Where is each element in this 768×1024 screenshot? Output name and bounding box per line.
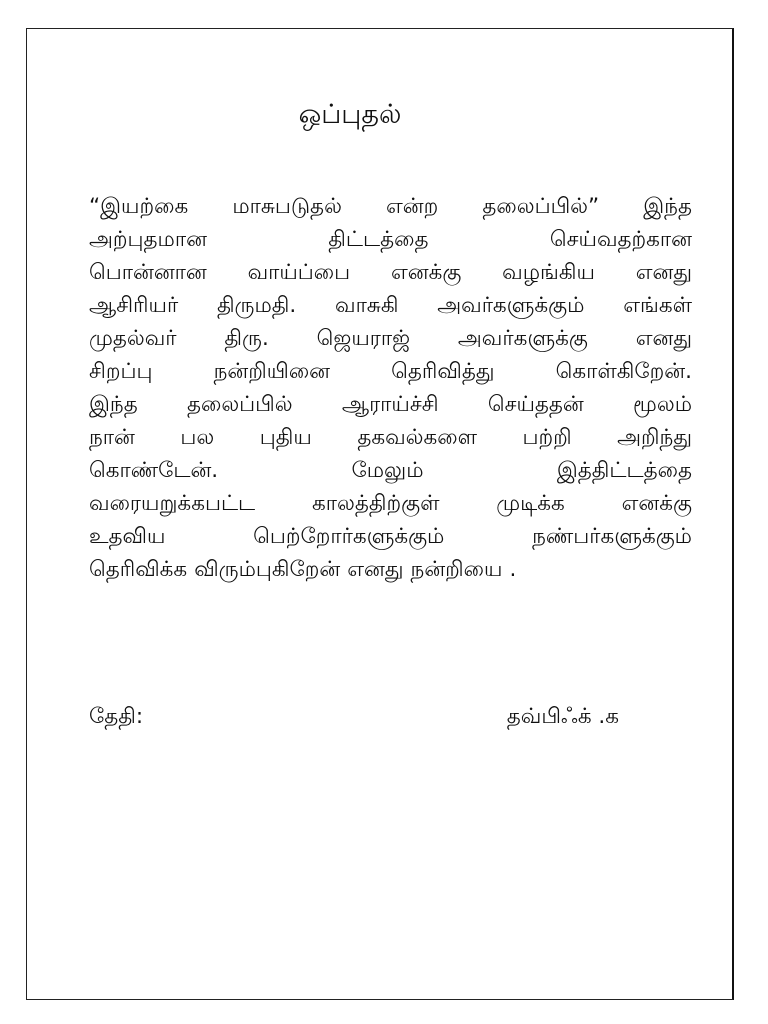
- paragraph-word: அறிந்து: [617, 425, 692, 450]
- paragraph-line: [89, 553, 692, 586]
- paragraph-word: .: [509, 557, 517, 582]
- paragraph-line: [89, 454, 692, 487]
- paragraph-word: எனது: [347, 557, 404, 582]
- paragraph-word: இந்த: [643, 194, 692, 219]
- paragraph-line: [89, 223, 692, 256]
- paragraph-word: முடிக்க: [496, 491, 565, 516]
- paragraph-word: விரும்புகிறேன்: [194, 557, 341, 582]
- paragraph-word: நன்றியினை: [213, 359, 331, 384]
- paragraph-word: இந்த: [89, 392, 138, 417]
- paragraph-word: எனக்கு: [390, 260, 462, 285]
- signature-row: [89, 700, 619, 733]
- paragraph-word: “இயற்கை: [89, 194, 189, 219]
- paragraph-word: நன்றியை: [410, 557, 503, 582]
- paragraph-line: [89, 355, 692, 388]
- paragraph-word: அவர்களுக்கும்: [437, 293, 585, 318]
- paragraph-word: முதல்வர்: [89, 326, 177, 351]
- paragraph-word: தெரிவித்து: [391, 359, 495, 384]
- paragraph-word: வரையறுக்கபட்ட: [89, 491, 256, 516]
- paragraph-word: நான்: [89, 425, 135, 450]
- paragraph-word: திருமதி.: [216, 293, 297, 318]
- paragraph-word: பொன்னான: [89, 260, 207, 285]
- paragraph-word: தலைப்பில்: [186, 392, 293, 417]
- paragraph-word: சிறப்பு: [89, 359, 153, 384]
- paragraph-word: புதிய: [259, 425, 312, 450]
- paragraph-word: வாசுகி: [335, 293, 399, 318]
- paragraph-word: செய்ததன்: [487, 392, 584, 417]
- paragraph-word: எங்கள்: [623, 293, 692, 318]
- paragraph-word: எனது: [635, 326, 692, 351]
- date-label: தேதி:: [89, 704, 144, 729]
- paragraph-word: தலைப்பில்”: [482, 194, 600, 219]
- paragraph-word: இத்திட்டத்தை: [556, 458, 692, 483]
- paragraph-line: [89, 190, 692, 223]
- paragraph-word: கொண்டேன்.: [89, 458, 219, 483]
- paragraph-word: பல: [180, 425, 215, 450]
- paragraph-line: [89, 421, 692, 454]
- paragraph-line: [89, 256, 692, 289]
- paragraph-word: திரு.: [224, 326, 269, 351]
- paragraph-word: என்ற: [386, 194, 439, 219]
- paragraph-line: [89, 289, 692, 322]
- paragraph-word: எனது: [635, 260, 692, 285]
- paragraph-line: [89, 520, 692, 553]
- paragraph-word: செய்வதற்கான: [549, 227, 692, 252]
- paragraph-word: பற்றி: [522, 425, 572, 450]
- paragraph-word: ஆசிரியர்: [89, 293, 179, 318]
- paragraph-word: மாசுபடுதல்: [232, 194, 342, 219]
- paragraph-word: அற்புதமான: [89, 227, 207, 252]
- paragraph-line: [89, 487, 692, 520]
- paragraph-line: [89, 388, 692, 421]
- paragraph-word: தகவல்களை: [357, 425, 477, 450]
- paragraph-line: [89, 322, 692, 355]
- paragraph-word: பெற்றோர்களுக்கும்: [253, 524, 445, 549]
- paragraph-word: வாய்ப்பை: [247, 260, 351, 285]
- acknowledgement-paragraph: [89, 190, 692, 586]
- paragraph-word: அவர்களுக்கு: [457, 326, 588, 351]
- signature-name: தவ்பிஃக் .க: [506, 704, 619, 729]
- paragraph-word: காலத்திற்குள்: [312, 491, 440, 516]
- paragraph-word: கொள்கிறேன்.: [555, 359, 692, 384]
- document-title: ஒப்புதல்: [298, 99, 402, 130]
- paragraph-word: எனக்கு: [621, 491, 692, 516]
- paragraph-word: மேலும்: [351, 458, 424, 483]
- paragraph-word: வழங்கிய: [502, 260, 595, 285]
- paragraph-word: மூலம்: [633, 392, 692, 417]
- paragraph-word: ஜெயராஜ்: [316, 326, 411, 351]
- paragraph-word: உதவிய: [89, 524, 166, 549]
- paragraph-word: திட்டத்தை: [328, 227, 429, 252]
- paragraph-word: நண்பர்களுக்கும்: [532, 524, 692, 549]
- paragraph-word: தெரிவிக்க: [89, 557, 188, 582]
- paragraph-word: ஆராய்ச்சி: [341, 392, 439, 417]
